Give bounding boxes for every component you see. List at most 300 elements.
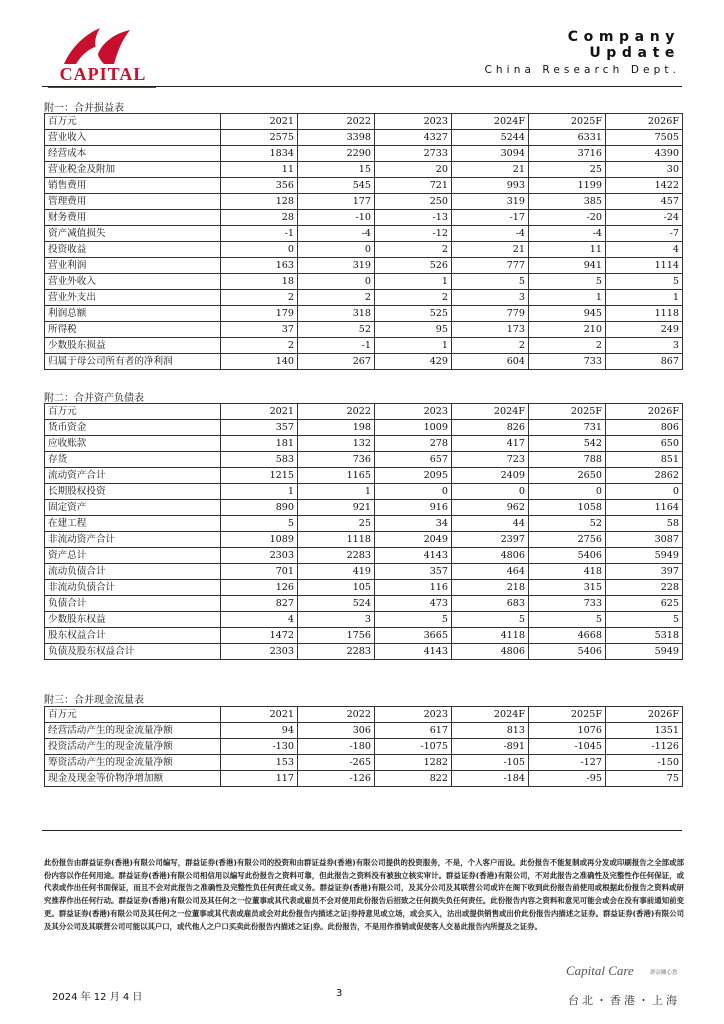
value-cell: 731 — [529, 420, 606, 436]
value-cell: 228 — [606, 580, 683, 596]
research-dept-label: China Research Dept. — [484, 64, 680, 76]
row-label: 长期股权投资 — [45, 484, 221, 500]
value-cell: 58 — [606, 516, 683, 532]
value-cell: 1 — [529, 290, 606, 306]
unit-header: 百万元 — [45, 707, 221, 723]
value-cell: 105 — [298, 580, 375, 596]
value-cell: 2756 — [529, 532, 606, 548]
value-cell: 1 — [375, 338, 452, 354]
value-cell: 2303 — [221, 644, 298, 660]
year-header: 2026F — [606, 114, 683, 130]
year-header: 2024F — [452, 114, 529, 130]
value-cell: -184 — [452, 771, 529, 787]
row-label: 固定资产 — [45, 500, 221, 516]
value-cell: 1215 — [221, 468, 298, 484]
value-cell: 5 — [221, 516, 298, 532]
table-row — [45, 628, 683, 644]
income-statement-table — [44, 113, 683, 370]
table-row — [45, 420, 683, 436]
value-cell: 733 — [529, 596, 606, 612]
row-label: 所得税 — [45, 322, 221, 338]
value-cell: 1076 — [529, 723, 606, 739]
row-label: 负债合计 — [45, 596, 221, 612]
report-date: 2024 年 12 月 4 日 — [52, 992, 143, 1003]
value-cell: 2 — [221, 290, 298, 306]
table-row — [45, 739, 683, 755]
row-label: 经营成本 — [45, 146, 221, 162]
value-cell: -1045 — [529, 739, 606, 755]
value-cell: 198 — [298, 420, 375, 436]
cash-flow-title: 附三：合并现金流量表 — [44, 695, 144, 706]
value-cell: 827 — [221, 596, 298, 612]
value-cell: 1118 — [298, 532, 375, 548]
value-cell: 417 — [452, 436, 529, 452]
value-cell: 1 — [221, 484, 298, 500]
header-divider — [42, 86, 682, 87]
value-cell: -10 — [298, 210, 375, 226]
value-cell: 2 — [298, 290, 375, 306]
value-cell: 721 — [375, 178, 452, 194]
table-row — [45, 548, 683, 564]
value-cell: -13 — [375, 210, 452, 226]
value-cell: -265 — [298, 755, 375, 771]
value-cell: 2 — [375, 242, 452, 258]
value-cell: 2 — [221, 338, 298, 354]
table-row — [45, 723, 683, 739]
value-cell: 429 — [375, 354, 452, 370]
value-cell: 5 — [529, 274, 606, 290]
value-cell: 701 — [221, 564, 298, 580]
row-label: 货币资金 — [45, 420, 221, 436]
value-cell: 11 — [529, 242, 606, 258]
table-header-row — [45, 404, 683, 420]
value-cell: 524 — [298, 596, 375, 612]
value-cell: 1 — [606, 290, 683, 306]
row-label: 流动资产合计 — [45, 468, 221, 484]
year-header: 2023 — [375, 404, 452, 420]
value-cell: 2 — [375, 290, 452, 306]
value-cell: 18 — [221, 274, 298, 290]
value-cell: 5 — [375, 612, 452, 628]
value-cell: 993 — [452, 178, 529, 194]
row-label: 管理费用 — [45, 194, 221, 210]
value-cell: 5 — [606, 274, 683, 290]
value-cell: 28 — [221, 210, 298, 226]
value-cell: -126 — [298, 771, 375, 787]
bird-logo-icon — [42, 24, 156, 68]
row-label: 经营活动产生的现金流量净额 — [45, 723, 221, 739]
value-cell: 5949 — [606, 644, 683, 660]
row-label: 应收账款 — [45, 436, 221, 452]
value-cell: 1756 — [298, 628, 375, 644]
row-label: 在建工程 — [45, 516, 221, 532]
value-cell: 2049 — [375, 532, 452, 548]
value-cell: 116 — [375, 580, 452, 596]
balance-sheet-table — [44, 403, 683, 660]
table-row — [45, 210, 683, 226]
value-cell: 604 — [452, 354, 529, 370]
value-cell: 5244 — [452, 130, 529, 146]
value-cell: 25 — [298, 516, 375, 532]
value-cell: -127 — [529, 755, 606, 771]
value-cell: 52 — [529, 516, 606, 532]
value-cell: 4118 — [452, 628, 529, 644]
table-header-row — [45, 707, 683, 723]
row-label: 股东权益合计 — [45, 628, 221, 644]
table-row — [45, 468, 683, 484]
value-cell: -17 — [452, 210, 529, 226]
table-row — [45, 338, 683, 354]
value-cell: 0 — [298, 274, 375, 290]
value-cell: 2575 — [221, 130, 298, 146]
year-header: 2026F — [606, 707, 683, 723]
value-cell: -4 — [298, 226, 375, 242]
value-cell: -1 — [298, 338, 375, 354]
table-row — [45, 612, 683, 628]
value-cell: 2397 — [452, 532, 529, 548]
value-cell: 3665 — [375, 628, 452, 644]
row-label: 非流动资产合计 — [45, 532, 221, 548]
row-label: 资产总计 — [45, 548, 221, 564]
unit-header: 百万元 — [45, 404, 221, 420]
value-cell: 2 — [529, 338, 606, 354]
year-header: 2022 — [298, 114, 375, 130]
value-cell: 1009 — [375, 420, 452, 436]
row-label: 现金及现金等价物净增加额 — [45, 771, 221, 787]
year-header: 2022 — [298, 707, 375, 723]
value-cell: 779 — [452, 306, 529, 322]
row-label: 财务费用 — [45, 210, 221, 226]
value-cell: 1114 — [606, 258, 683, 274]
value-cell: 777 — [452, 258, 529, 274]
table-row — [45, 500, 683, 516]
table-row — [45, 644, 683, 660]
value-cell: 4806 — [452, 548, 529, 564]
value-cell: 545 — [298, 178, 375, 194]
value-cell: 319 — [298, 258, 375, 274]
year-header: 2021 — [221, 404, 298, 420]
table-row — [45, 532, 683, 548]
value-cell: 723 — [452, 452, 529, 468]
value-cell: 0 — [221, 242, 298, 258]
value-cell: 3 — [606, 338, 683, 354]
year-header: 2022 — [298, 404, 375, 420]
value-cell: 1164 — [606, 500, 683, 516]
row-label: 投资活动产生的现金流量净额 — [45, 739, 221, 755]
table-row — [45, 146, 683, 162]
year-header: 2025F — [529, 114, 606, 130]
value-cell: 6331 — [529, 130, 606, 146]
value-cell: 583 — [221, 452, 298, 468]
value-cell: 140 — [221, 354, 298, 370]
value-cell: 2650 — [529, 468, 606, 484]
value-cell: 319 — [452, 194, 529, 210]
value-cell: 2283 — [298, 644, 375, 660]
value-cell: 806 — [606, 420, 683, 436]
value-cell: 525 — [375, 306, 452, 322]
value-cell: 1834 — [221, 146, 298, 162]
value-cell: 822 — [375, 771, 452, 787]
row-label: 营业外支出 — [45, 290, 221, 306]
value-cell: 5 — [529, 612, 606, 628]
value-cell: 126 — [221, 580, 298, 596]
row-label: 非流动负债合计 — [45, 580, 221, 596]
value-cell: 218 — [452, 580, 529, 596]
value-cell: 177 — [298, 194, 375, 210]
table-row — [45, 436, 683, 452]
value-cell: 52 — [298, 322, 375, 338]
value-cell: 3 — [452, 290, 529, 306]
value-cell: 5 — [452, 274, 529, 290]
value-cell: -24 — [606, 210, 683, 226]
value-cell: 945 — [529, 306, 606, 322]
value-cell: -20 — [529, 210, 606, 226]
cash-flow-table — [44, 706, 683, 787]
income-statement-title: 附一：合并损益表 — [44, 103, 124, 114]
value-cell: 210 — [529, 322, 606, 338]
value-cell: 3398 — [298, 130, 375, 146]
value-cell: 385 — [529, 194, 606, 210]
value-cell: 4327 — [375, 130, 452, 146]
value-cell: 7505 — [606, 130, 683, 146]
value-cell: 4143 — [375, 644, 452, 660]
value-cell: 0 — [298, 242, 375, 258]
value-cell: 1282 — [375, 755, 452, 771]
value-cell: 890 — [221, 500, 298, 516]
value-cell: -105 — [452, 755, 529, 771]
value-cell: 132 — [298, 436, 375, 452]
row-label: 营业利润 — [45, 258, 221, 274]
capital-care-subtitle: 群益關心您 — [650, 970, 678, 976]
year-header: 2023 — [375, 707, 452, 723]
value-cell: 173 — [452, 322, 529, 338]
value-cell: 1 — [298, 484, 375, 500]
value-cell: 3716 — [529, 146, 606, 162]
value-cell: 4 — [221, 612, 298, 628]
value-cell: 657 — [375, 452, 452, 468]
value-cell: 21 — [452, 242, 529, 258]
value-cell: 2283 — [298, 548, 375, 564]
value-cell: 34 — [375, 516, 452, 532]
value-cell: 1199 — [529, 178, 606, 194]
value-cell: 153 — [221, 755, 298, 771]
value-cell: 318 — [298, 306, 375, 322]
value-cell: 1351 — [606, 723, 683, 739]
row-label: 负债及股东权益合计 — [45, 644, 221, 660]
logo-wordmark: CAPITAL — [59, 64, 147, 84]
value-cell: 2733 — [375, 146, 452, 162]
value-cell: 4 — [606, 242, 683, 258]
value-cell: -1 — [221, 226, 298, 242]
row-label: 资产减值损失 — [45, 226, 221, 242]
value-cell: 2862 — [606, 468, 683, 484]
value-cell: 315 — [529, 580, 606, 596]
value-cell: 20 — [375, 162, 452, 178]
value-cell: 526 — [375, 258, 452, 274]
value-cell: 1058 — [529, 500, 606, 516]
row-label: 销售费用 — [45, 178, 221, 194]
table-row — [45, 322, 683, 338]
value-cell: -4 — [529, 226, 606, 242]
value-cell: 356 — [221, 178, 298, 194]
page-number: 3 — [336, 988, 343, 999]
table-row — [45, 306, 683, 322]
value-cell: 1089 — [221, 532, 298, 548]
row-label: 营业税金及附加 — [45, 162, 221, 178]
value-cell: 5949 — [606, 548, 683, 564]
value-cell: 249 — [606, 322, 683, 338]
value-cell: 163 — [221, 258, 298, 274]
table-row — [45, 484, 683, 500]
row-label: 流动负债合计 — [45, 564, 221, 580]
table-row — [45, 274, 683, 290]
value-cell: 357 — [221, 420, 298, 436]
value-cell: 4390 — [606, 146, 683, 162]
value-cell: 617 — [375, 723, 452, 739]
value-cell: -150 — [606, 755, 683, 771]
year-header: 2024F — [452, 707, 529, 723]
value-cell: 397 — [606, 564, 683, 580]
table-row — [45, 130, 683, 146]
value-cell: 683 — [452, 596, 529, 612]
value-cell: 2095 — [375, 468, 452, 484]
value-cell: 736 — [298, 452, 375, 468]
value-cell: 278 — [375, 436, 452, 452]
value-cell: 2303 — [221, 548, 298, 564]
value-cell: 128 — [221, 194, 298, 210]
table-row — [45, 452, 683, 468]
year-header: 2023 — [375, 114, 452, 130]
table-row — [45, 242, 683, 258]
value-cell: 867 — [606, 354, 683, 370]
value-cell: 30 — [606, 162, 683, 178]
table-row — [45, 516, 683, 532]
year-header: 2026F — [606, 404, 683, 420]
value-cell: 2 — [452, 338, 529, 354]
year-header: 2024F — [452, 404, 529, 420]
row-label: 利润总额 — [45, 306, 221, 322]
value-cell: 37 — [221, 322, 298, 338]
table-row — [45, 162, 683, 178]
balance-sheet-title: 附二：合并资产负债表 — [44, 393, 144, 404]
table-row — [45, 258, 683, 274]
value-cell: 0 — [375, 484, 452, 500]
table-row — [45, 290, 683, 306]
table-row — [45, 771, 683, 787]
value-cell: 44 — [452, 516, 529, 532]
value-cell: -180 — [298, 739, 375, 755]
value-cell: 1422 — [606, 178, 683, 194]
footer-divider — [42, 830, 682, 831]
table-row — [45, 178, 683, 194]
row-label: 归属于母公司所有者的净利润 — [45, 354, 221, 370]
value-cell: 457 — [606, 194, 683, 210]
value-cell: 1 — [375, 274, 452, 290]
value-cell: 95 — [375, 322, 452, 338]
value-cell: 418 — [529, 564, 606, 580]
value-cell: 5406 — [529, 644, 606, 660]
value-cell: 357 — [375, 564, 452, 580]
value-cell: -95 — [529, 771, 606, 787]
value-cell: 921 — [298, 500, 375, 516]
value-cell: 1118 — [606, 306, 683, 322]
value-cell: -7 — [606, 226, 683, 242]
row-label: 少数股东权益 — [45, 612, 221, 628]
value-cell: 419 — [298, 564, 375, 580]
value-cell: 650 — [606, 436, 683, 452]
value-cell: 473 — [375, 596, 452, 612]
value-cell: 788 — [529, 452, 606, 468]
row-label: 存货 — [45, 452, 221, 468]
disclaimer-text: 此份报告由群益证券(香港)有限公司编写，群益证券(香港)有限公司的投资和由群证益券(香港)有限公司提供的投资服务，不是，个人客户而设。此份报告不能复制或再分发或印刷报告之全部或部份内容以作任何用途。群益证券(香港)有限公司相信用以编写此份报告之资料可靠，但此报告之资料没有被独立核实审计。群益证券(香港)有限公司，不对此报告之准确性及完整性作任何保证，或代表或作出任何书面保证，而且不会对此报告之准确性及完整性负任何责任或义务。群益证券(香港)有限公司，及其分公司及其联营公司或许在阁下收到此份报告前使用或根据此份报告之资料或研究推荐作出任何行动。群益证券(香港)有限公司及其任何之一位董事或其代表或雇员不会对使用此份报告后招致之任何损失负任何责任。此份报告内容之资料和意见可能会或会在没有事前通知前变更。群益证券(香港)有限公司及其任何之一位董事或其代表或雇员或会对此份报告内描述之证|券持意见或立场，或会买入，沽出或提供销售或出价此份报告内描述之证券。群益证券(香港)有限公司及其分公司及其联营公司可能以其户口，或代他人之户口买卖此份报告内描述之证|券。此份报告，不是用作推销或促使客人交易此报告内所提及之证券。 — [44, 858, 684, 931]
value-cell: 3087 — [606, 532, 683, 548]
value-cell: 464 — [452, 564, 529, 580]
value-cell: -891 — [452, 739, 529, 755]
year-header: 2021 — [221, 707, 298, 723]
value-cell: 306 — [298, 723, 375, 739]
value-cell: 179 — [221, 306, 298, 322]
value-cell: 0 — [452, 484, 529, 500]
value-cell: 0 — [606, 484, 683, 500]
capital-care-logo: Capital Care — [566, 963, 634, 978]
value-cell: 3 — [298, 612, 375, 628]
table-row — [45, 226, 683, 242]
office-cities: 台北・香港・上海 — [568, 994, 680, 1007]
report-type-title: Company Update — [567, 29, 680, 61]
table-row — [45, 564, 683, 580]
table-row — [45, 596, 683, 612]
value-cell: 4668 — [529, 628, 606, 644]
value-cell: 250 — [375, 194, 452, 210]
value-cell: 826 — [452, 420, 529, 436]
value-cell: 4143 — [375, 548, 452, 564]
value-cell: 21 — [452, 162, 529, 178]
value-cell: 733 — [529, 354, 606, 370]
row-label: 少数股东损益 — [45, 338, 221, 354]
table-row — [45, 580, 683, 596]
value-cell: 11 — [221, 162, 298, 178]
value-cell: 1472 — [221, 628, 298, 644]
table-row — [45, 755, 683, 771]
value-cell: 94 — [221, 723, 298, 739]
row-label: 筹资活动产生的现金流量净额 — [45, 755, 221, 771]
table-header-row — [45, 114, 683, 130]
row-label: 营业收入 — [45, 130, 221, 146]
year-header: 2025F — [529, 707, 606, 723]
value-cell: 5318 — [606, 628, 683, 644]
value-cell: 15 — [298, 162, 375, 178]
value-cell: 267 — [298, 354, 375, 370]
value-cell: 813 — [452, 723, 529, 739]
year-header: 2021 — [221, 114, 298, 130]
unit-header: 百万元 — [45, 114, 221, 130]
value-cell: 3094 — [452, 146, 529, 162]
value-cell: 916 — [375, 500, 452, 516]
value-cell: 5 — [606, 612, 683, 628]
value-cell: 75 — [606, 771, 683, 787]
capital-logo — [42, 24, 156, 88]
value-cell: 2409 — [452, 468, 529, 484]
value-cell: -4 — [452, 226, 529, 242]
value-cell: -130 — [221, 739, 298, 755]
table-row — [45, 194, 683, 210]
value-cell: 5406 — [529, 548, 606, 564]
value-cell: 4806 — [452, 644, 529, 660]
value-cell: 2290 — [298, 146, 375, 162]
value-cell: 25 — [529, 162, 606, 178]
value-cell: 117 — [221, 771, 298, 787]
value-cell: 1165 — [298, 468, 375, 484]
